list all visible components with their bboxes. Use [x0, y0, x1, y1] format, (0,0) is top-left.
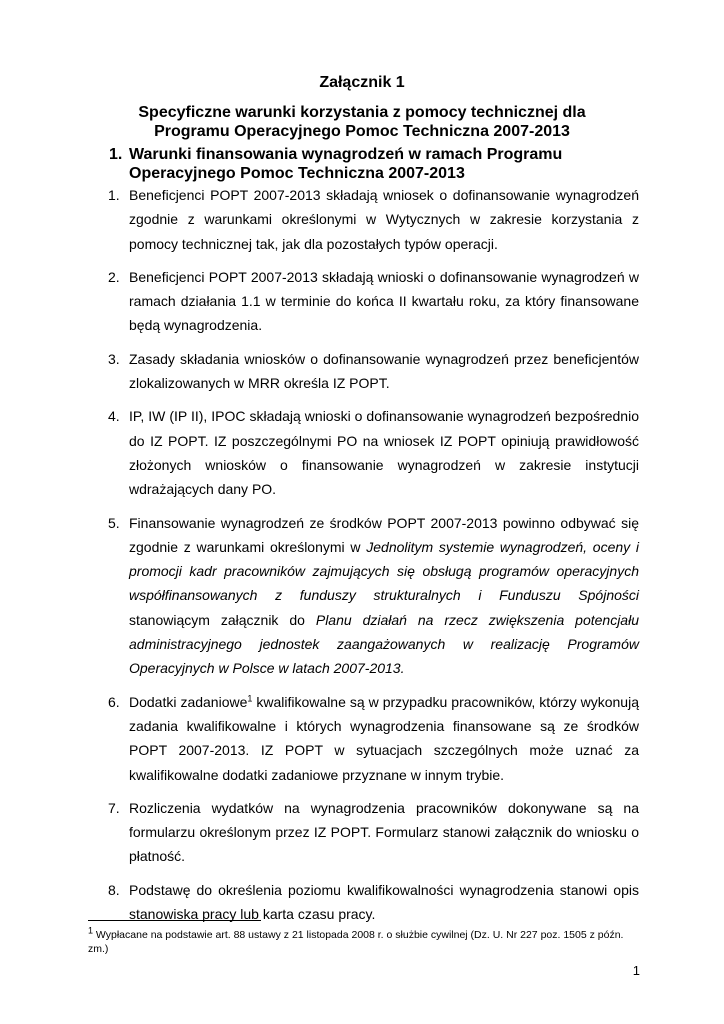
list-item: [108, 690, 639, 787]
annex-title: Załącznik 1: [319, 74, 405, 91]
item-text-part: kwalifikowalne są w przypadku pracowników, którzy wykonują zadania kwalifikowalne i których wynagrodzenia finansowane są ze środków POPT 2007-2013. IZ POPT w sytuacjach szczególnych może uznać za kwalifikowalne dodatki zadaniowe przyznane w innym trybie.: [129, 693, 639, 783]
item-text: Beneficjenci POPT 2007-2013 składają wniosek o dofinansowanie wynagrodzeń zgodnie z warunkami określonymi w Wytycznych w zakresie korzystania z pomocy technicznej tak, jak dla pozostałych typów operacji.: [129, 187, 639, 252]
item-text-part: Dodatki zadaniowe: [129, 693, 248, 710]
section-number: 1.: [109, 146, 123, 163]
document-title: Specyficzne warunki korzystania z pomocy technicznej dla Programu Operacyjnego Pomoc Techniczna 2007-2013: [138, 104, 586, 140]
footnote-reference: 1: [247, 692, 253, 703]
item-number: 8.: [108, 881, 120, 898]
item-text-part: Finansowanie wynagrodzeń ze środków POPT 2007-2013 powinno odbywać się zgodnie z warunkami określonymi w: [129, 514, 639, 555]
item-number: 6.: [108, 693, 120, 710]
item-text: Zasady składania wniosków o dofinansowanie wynagrodzeń przez beneficjentów zlokalizowanych w MRR określa IZ POPT.: [129, 350, 639, 392]
item-text: [129, 690, 639, 787]
item-text: [129, 511, 639, 681]
document-reference-italic: Planu działań na rzecz zwiększenia potencjału administracyjnego jednostek zaangażowanych w realizację Programów Operacyjnych w Polsce w latach 2007-2013.: [129, 611, 639, 677]
item-number: 7.: [108, 799, 120, 816]
list-item: [108, 265, 639, 338]
conditions-list: [108, 183, 639, 935]
item-number: 3.: [108, 350, 120, 367]
footnote-text: Wypłacane na podstawie art. 88 ustawy z 21 listopada 2008 r. o służbie cywilnej (Dz. U. Nr 227 poz. 1505 z późn. zm.): [88, 929, 624, 955]
footnote-divider: [88, 920, 261, 921]
item-number: 5.: [108, 514, 120, 531]
item-text: Beneficjenci POPT 2007-2013 składają wnioski o dofinansowanie wynagrodzeń w ramach działania 1.1 w terminie do końca II kwartału roku, za który finansowane będą wynagrodzenia.: [129, 268, 639, 334]
item-text: IP, IW (IP II), IPOC składają wnioski o dofinansowanie wynagrodzeń bezpośrednio do IZ POPT. IZ poszczególnymi PO na wniosek IZ POPT opiniują prawidłowość złożonych wniosków o finansowanie wynagrodzeń w zakresie instytucji wdrażających dany PO.: [129, 408, 639, 498]
list-item: [108, 183, 639, 256]
section-heading: [109, 145, 599, 183]
item-text: Podstawę do określenia poziomu kwalifikowalności wynagrodzenia stanowi opis stanowiska pracy lub karta czasu pracy.: [129, 881, 639, 923]
item-text-part: stanowiącym załącznik do: [129, 611, 316, 628]
list-item: [108, 347, 639, 396]
footnote: [88, 925, 628, 956]
document-reference-italic: Jednolitym systemie wynagrodzeń, oceny i promocji kadr pracowników zajmujących się obsługą programów operacyjnych współfinansowanych z funduszy strukturalnych i Funduszu Spójności: [129, 538, 640, 604]
page-number: 1: [632, 963, 640, 978]
item-number: 1.: [108, 187, 120, 203]
item-number: 4.: [108, 408, 120, 425]
item-text: Rozliczenia wydatków na wynagrodzenia pracowników dokonywane są na formularzu określonym przez IZ POPT. Formularz stanowi załącznik do wniosku o płatność.: [129, 799, 639, 865]
footnote-marker: 1: [88, 925, 94, 936]
list-item: [108, 404, 639, 501]
item-number: 2.: [108, 268, 120, 285]
section-heading-text: Warunki finansowania wynagrodzeń w ramach Programu Operacyjnego Pomoc Techniczna 2007-2013: [129, 146, 563, 182]
list-item: [108, 511, 639, 681]
list-item: [108, 796, 639, 869]
